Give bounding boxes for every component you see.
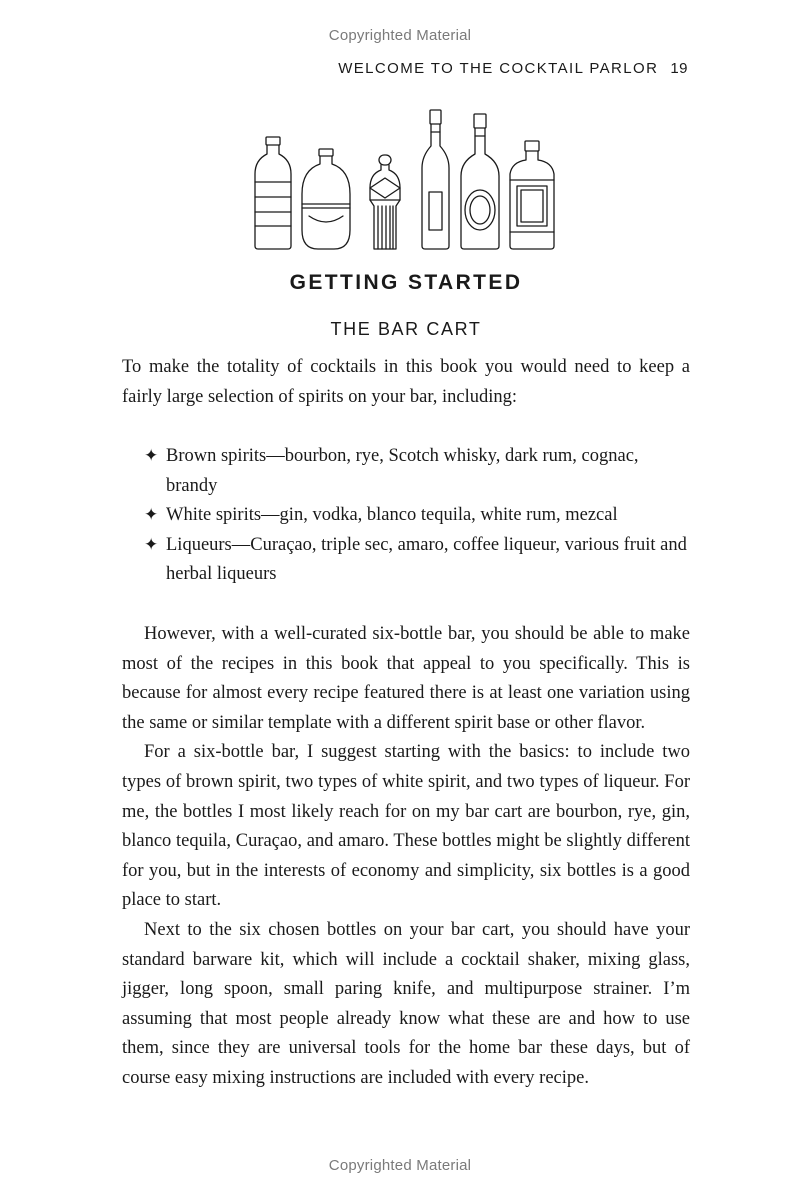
running-head-title: WELCOME TO THE COCKTAIL PARLOR bbox=[338, 60, 659, 77]
page-number: 19 bbox=[670, 60, 688, 77]
running-head bbox=[338, 60, 688, 77]
spirits-list bbox=[144, 442, 690, 590]
bottle-3-icon bbox=[370, 155, 400, 249]
list-item-text: Brown spirits—bourbon, rye, Scotch whisky, dark rum, cognac, brandy bbox=[166, 446, 639, 496]
bullet-star-icon: ✦ bbox=[144, 446, 159, 466]
section-title: GETTING STARTED bbox=[289, 271, 523, 294]
body-text bbox=[122, 620, 690, 1094]
list-item-text: Liqueurs—Curaçao, triple sec, amaro, coffee liqueur, various fruit and herbal liqueurs bbox=[166, 534, 687, 585]
intro-text: To make the totality of cocktails in this book you would need to keep a fairly large selection of spirits on your bar, including: bbox=[122, 357, 690, 407]
bottle-5-icon bbox=[461, 114, 499, 249]
copyright-watermark-bottom: Copyrighted Material bbox=[328, 1157, 472, 1174]
list-item bbox=[144, 442, 690, 501]
list-item bbox=[144, 501, 690, 531]
bottle-6-icon bbox=[510, 141, 554, 249]
subsection-title: THE BAR CART bbox=[330, 319, 482, 339]
bottle-1-icon bbox=[255, 137, 291, 249]
bottle-2-icon bbox=[302, 149, 350, 249]
bottle-4-icon bbox=[422, 110, 449, 249]
body-paragraph: For a six-bottle bar, I suggest starting with the basics: to include two types of brown spirit, two types of white spirit, and two types of liqueur. For me, the bottles I most likely reach for on my bar cart are bourbon, rye, gin, blanco tequila, Curaçao, and amaro. These bottles might be slightly different for you, but in the interests of economy and simplicity, six bottles is a good place to start. bbox=[122, 742, 690, 911]
liquor-bottles-illustration bbox=[248, 104, 560, 254]
list-item bbox=[144, 531, 690, 590]
intro-paragraph bbox=[122, 353, 690, 412]
bullet-star-icon: ✦ bbox=[144, 534, 159, 555]
bullet-star-icon: ✦ bbox=[144, 505, 159, 526]
list-item-text: White spirits—gin, vodka, blanco tequila, white rum, mezcal bbox=[166, 505, 618, 526]
copyright-watermark-top: Copyrighted Material bbox=[328, 27, 472, 44]
body-paragraph: However, with a well-curated six-bottle bar, you should be able to make most of the recipes in this book that appeal to you specifically. This is because for almost every recipe featured there is at least one variation using the same or similar template with a different spirit base or other flavor. bbox=[122, 624, 690, 733]
body-paragraph: Next to the six chosen bottles on your bar cart, you should have your standard barware kit, which will include a cocktail shaker, mixing glass, jigger, long spoon, small paring knife, and multipurpose strainer. I’m assuming that most people already know what these are and how to use them, since they are universal tools for the home bar these days, but of course easy mixing instructions are included with every recipe. bbox=[122, 919, 690, 1088]
